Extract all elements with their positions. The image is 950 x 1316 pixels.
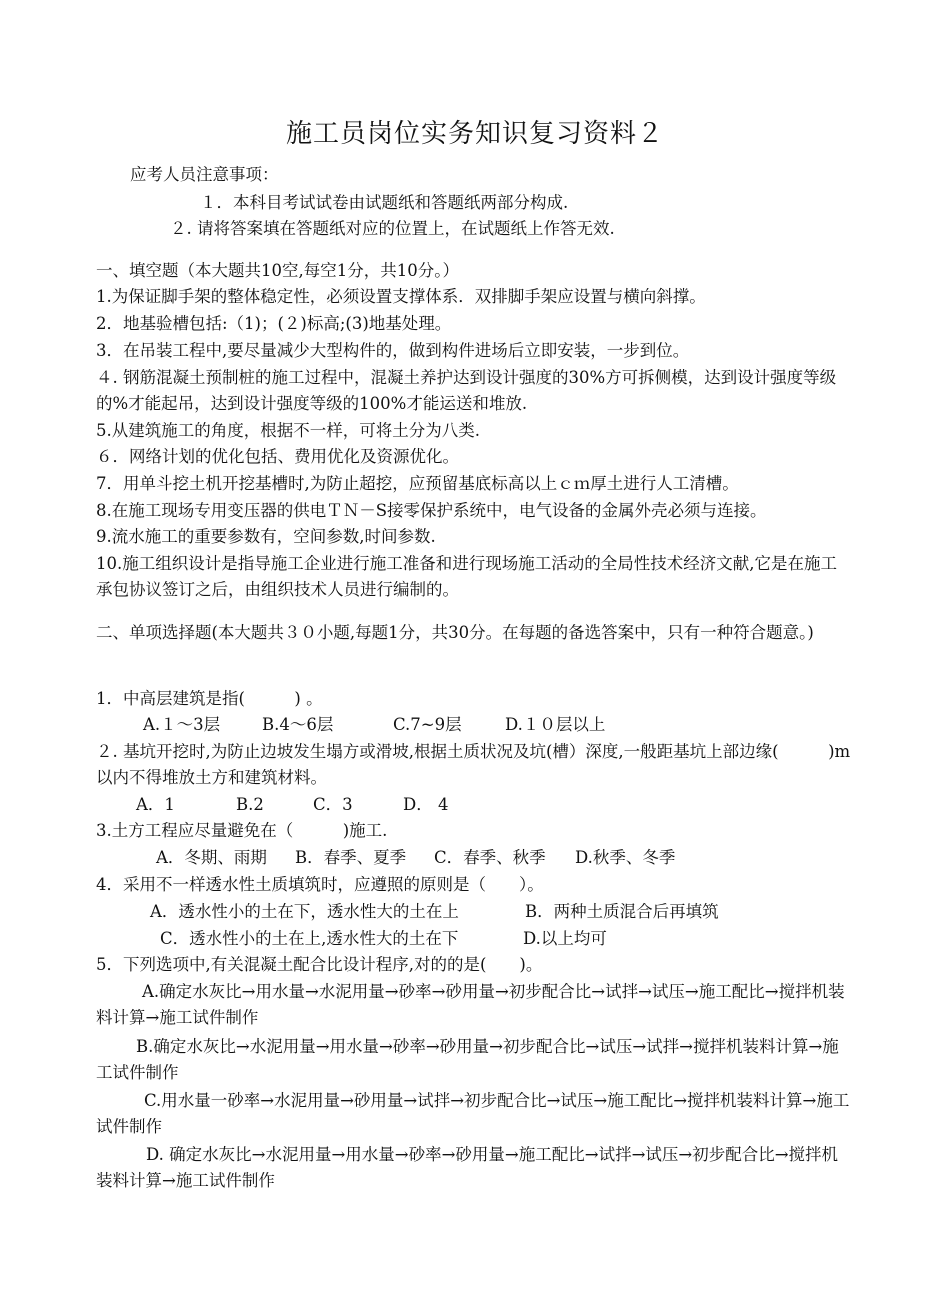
document-title: 施工员岗位实务知识复习资料２ (285, 119, 664, 149)
question-option: A.确定水灰比→用水量→水泥用量→砂率→砂用量→初步配合比→试拌→试压→施工配比→搅拌机装料计算→施工试件制作 (96, 982, 845, 1027)
question-option: C．透水性小的土在上,透水性大的土在下 (160, 929, 459, 948)
question-stem: 1．中高层建筑是指( ) 。 (96, 689, 323, 708)
question-option: B．两种土质混合后再填筑 (525, 902, 719, 921)
question-option: C．3 (313, 795, 353, 814)
question-option: C.用水量一砂率→水泥用量→砂用量→试拌→初步配合比→试压→施工配比→搅拌机装料计算→施工试件制作 (96, 1091, 850, 1136)
question-option: D． 4 (403, 795, 449, 814)
question-option: D.秋季、冬季 (575, 848, 676, 867)
fill-blank-item: 2．地基验槽包括:（1)；(２)标高;(3)地基处理。 (96, 314, 452, 333)
fill-blank-item: 10.施工组织设计是指导施工企业进行施工准备和进行现场施工活动的全局性技术经济文献,它是在施工承包协议签订之后，由组织技术人员进行编制的。 (96, 554, 837, 599)
fill-blank-item: ４. 钢筋混凝土预制桩的施工过程中，混凝土养护达到设计强度的30%方可拆侧模，达到设计强度等级的%才能起吊，达到设计强度等级的100%才能运送和堆放. (96, 368, 837, 413)
question-option: C.7~9层 (393, 715, 462, 734)
question-option: B.2 (236, 795, 264, 814)
question-option: D. 确定水灰比→水泥用量→用水量→砂率→砂用量→施工配比→试拌→试压→初步配合比→搅拌机装料计算→施工试件制作 (96, 1145, 839, 1190)
question-stem: ２. 基坑开挖时,为防止边坡发生塌方或滑坡,根据土质状况及坑(槽）深度,一般距基坑上部边缘( )m以内不得堆放土方和建筑材料。 (96, 742, 851, 787)
question-option: A．1 (136, 795, 175, 814)
notice-heading: 应考人员注意事项： (130, 165, 279, 184)
fill-blank-item: 7．用单斗挖土机开挖基槽时,为防止超挖，应预留基底标高以上ｃｍ厚土进行人工清槽。 (96, 474, 739, 493)
question-option: A．冬期、雨期 (156, 848, 267, 867)
question-stem: 3.土方工程应尽量避免在（ )施工. (96, 821, 388, 840)
fill-blank-item: 3．在吊装工程中,要尽量减少大型构件的，做到构件进场后立即安装，一步到位。 (96, 341, 690, 360)
fill-blank-item: 9.流水施工的重要参数有，空间参数,时间参数. (96, 527, 436, 546)
fill-blank-item: ６．网络计划的优化包括、费用优化及资源优化。 (96, 447, 459, 466)
notice-item-2: ２. 请将答案填在答题纸对应的位置上，在试题纸上作答无效. (170, 219, 615, 238)
question-option: B.4～6层 (262, 715, 334, 734)
question-option: A．透水性小的土在下，透水性大的土在上 (150, 902, 459, 921)
question-option: D.１０层以上 (505, 715, 606, 734)
fill-blank-item: 8.在施工现场专用变压器的供电ＴＮ－S接零保护系统中，电气设备的金属外壳必须与连接。 (96, 501, 767, 520)
fill-blank-item: 1.为保证脚手架的整体稳定性，必须设置支撑体系．双排脚手架应设置与横向斜撑。 (96, 287, 706, 306)
question-option: B．春季、夏季 (295, 848, 407, 867)
question-option: C．春季、秋季 (434, 848, 546, 867)
question-option: D.以上均可 (523, 929, 607, 948)
question-stem: 5．下列选项中,有关混凝土配合比设计程序,对的的是( )。 (96, 955, 543, 974)
question-stem: 4．采用不一样透水性土质填筑时，应遵照的原则是（ ）。 (96, 875, 544, 894)
question-option: B.确定水灰比→水泥用量→用水量→砂率→砂用量→初步配合比→试压→试拌→搅拌机装料计算→施工试件制作 (96, 1037, 839, 1082)
section2-heading: 二、单项选择题(本大题共３０小题,每题1分，共30分。在每题的备选答案中，只有一种符合题意。) (96, 623, 814, 642)
fill-blank-item: 5.从建筑施工的角度，根据不一样，可将土分为八类. (96, 421, 480, 440)
notice-item-1: １．本科目考试试卷由试题纸和答题纸两部分构成. (200, 193, 569, 212)
question-option: A.１～3层 (143, 715, 221, 734)
section1-heading: 一、填空题（本大题共10空,每空1分，共10分。） (96, 261, 459, 280)
